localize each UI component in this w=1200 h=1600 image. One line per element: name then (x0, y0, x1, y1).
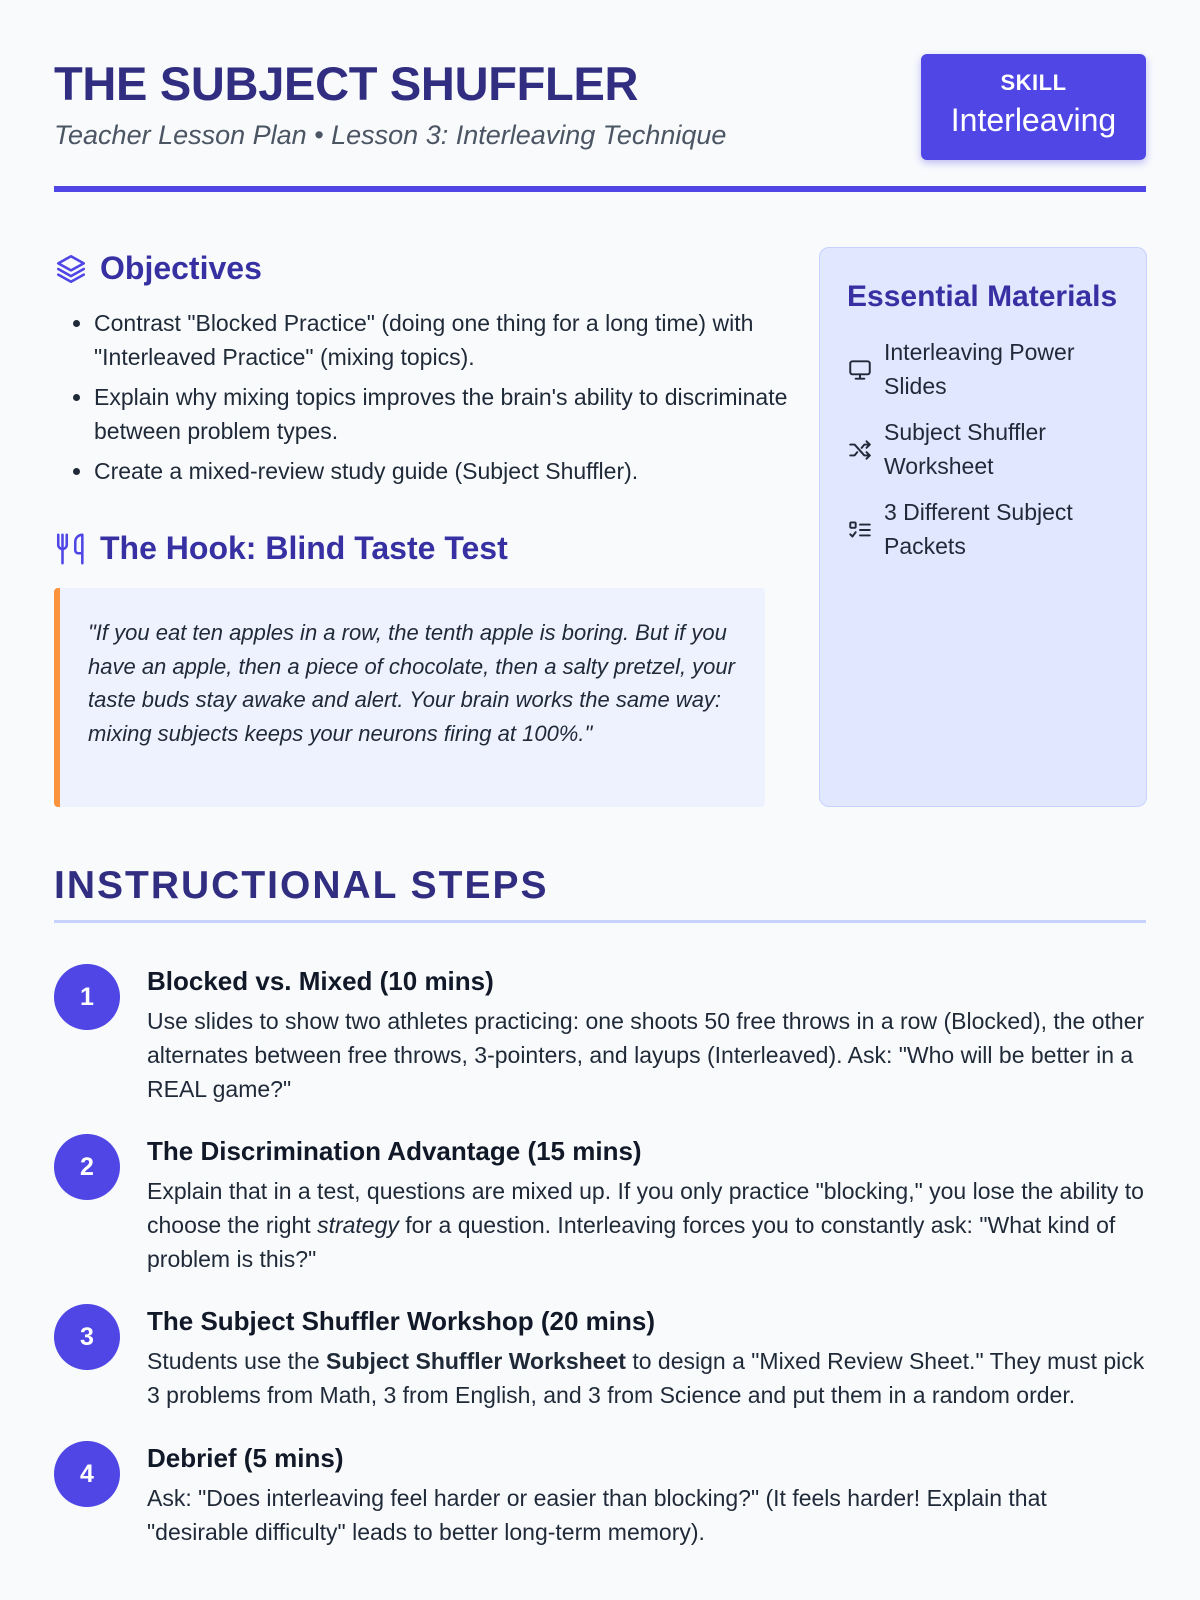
skill-label: SKILL (1000, 70, 1067, 95)
material-text: Interleaving Power Slides (884, 339, 1075, 399)
skill-value: Interleaving (950, 102, 1117, 138)
step-text-part: to design a "Mixed Review Sheet." They must pick 3 problems from Math, 3 from English, and 3 from Science and put them in a random order. (147, 1348, 1145, 1408)
steps-divider (54, 920, 1146, 923)
hook-heading-text: The Hook: Blind Taste Test (100, 530, 508, 566)
step-body (147, 964, 1147, 1106)
page-subtitle: Teacher Lesson Plan • Lesson 3: Interleaving Technique (54, 120, 727, 150)
layers-icon (54, 252, 88, 286)
material-item (847, 416, 1127, 483)
utensils-icon (54, 532, 88, 566)
objective-item: • Explain why mixing topics improves the brain's ability to discriminate between problem types. (94, 380, 814, 448)
step-text-strong: Subject Shuffler Worksheet (326, 1348, 626, 1374)
step-number: 3 (54, 1304, 120, 1370)
steps-heading: INSTRUCTIONAL STEPS (54, 864, 549, 907)
step-text: Use slides to show two athletes practicing: one shoots 50 free throws in a row (Blocked), the other alternates between free throws, 3-pointers, and layups (Interleaved). Ask: "Who will be better in a REAL game?" (147, 1008, 1145, 1102)
step-title: Blocked vs. Mixed (10 mins) (147, 966, 494, 996)
step-text-part: Students use the (147, 1348, 327, 1374)
material-item (847, 336, 1127, 403)
objective-item: • Create a mixed-review study guide (Subject Shuffler). (94, 454, 814, 488)
step-title: The Subject Shuffler Workshop (20 mins) (147, 1306, 656, 1336)
materials-card (819, 247, 1147, 807)
page-title: THE SUBJECT SHUFFLER (54, 57, 639, 110)
step-text: Ask: "Does interleaving feel harder or easier than blocking?" (It feels harder! Explain that "desirable difficulty" leads to better long-term memory). (147, 1485, 1047, 1545)
step-text-emphasis: strategy (317, 1212, 399, 1238)
step-body (147, 1304, 1147, 1412)
material-item (847, 496, 1127, 563)
step-text (147, 1174, 1147, 1276)
step-number: 4 (54, 1441, 120, 1507)
checklist-icon (847, 517, 873, 543)
step-body (147, 1134, 1147, 1276)
material-text: 3 Different Subject Packets (884, 499, 1073, 559)
step-title: Debrief (5 mins) (147, 1443, 344, 1473)
objectives-heading-text: Objectives (100, 250, 262, 286)
hook-quote: "If you eat ten apples in a row, the tenth apple is boring. But if you have an apple, then a piece of chocolate, then a salty pretzel, your taste buds stay awake and alert. Your brain works the same way: mixing subjects keeps your neurons firing at 100%." (54, 588, 765, 807)
step-number: 2 (54, 1134, 120, 1200)
header (54, 0, 1146, 195)
hook-heading (54, 530, 508, 567)
step-text-part: for a question. Interleaving forces you to constantly ask: "What kind of problem is this?" (147, 1212, 1116, 1272)
shuffle-icon (847, 437, 873, 463)
monitor-icon (847, 357, 873, 383)
step-text (147, 1344, 1147, 1412)
step-body (147, 1441, 1147, 1549)
objectives-list (54, 306, 814, 494)
objective-item: • Contrast "Blocked Practice" (doing one thing for a long time) with "Interleaved Practice" (mixing topics). (94, 306, 814, 374)
header-divider (54, 186, 1146, 192)
materials-title: Essential Materials (847, 280, 1118, 313)
step-text-part: Explain that in a test, questions are mixed up. If you only practice "blocking," you lose the ability to choose the right (147, 1178, 1144, 1238)
step-number: 1 (54, 964, 120, 1030)
material-text: Subject Shuffler Worksheet (884, 419, 1046, 479)
step-title: The Discrimination Advantage (15 mins) (147, 1136, 642, 1166)
skill-badge (921, 54, 1146, 160)
objectives-heading (54, 250, 262, 287)
